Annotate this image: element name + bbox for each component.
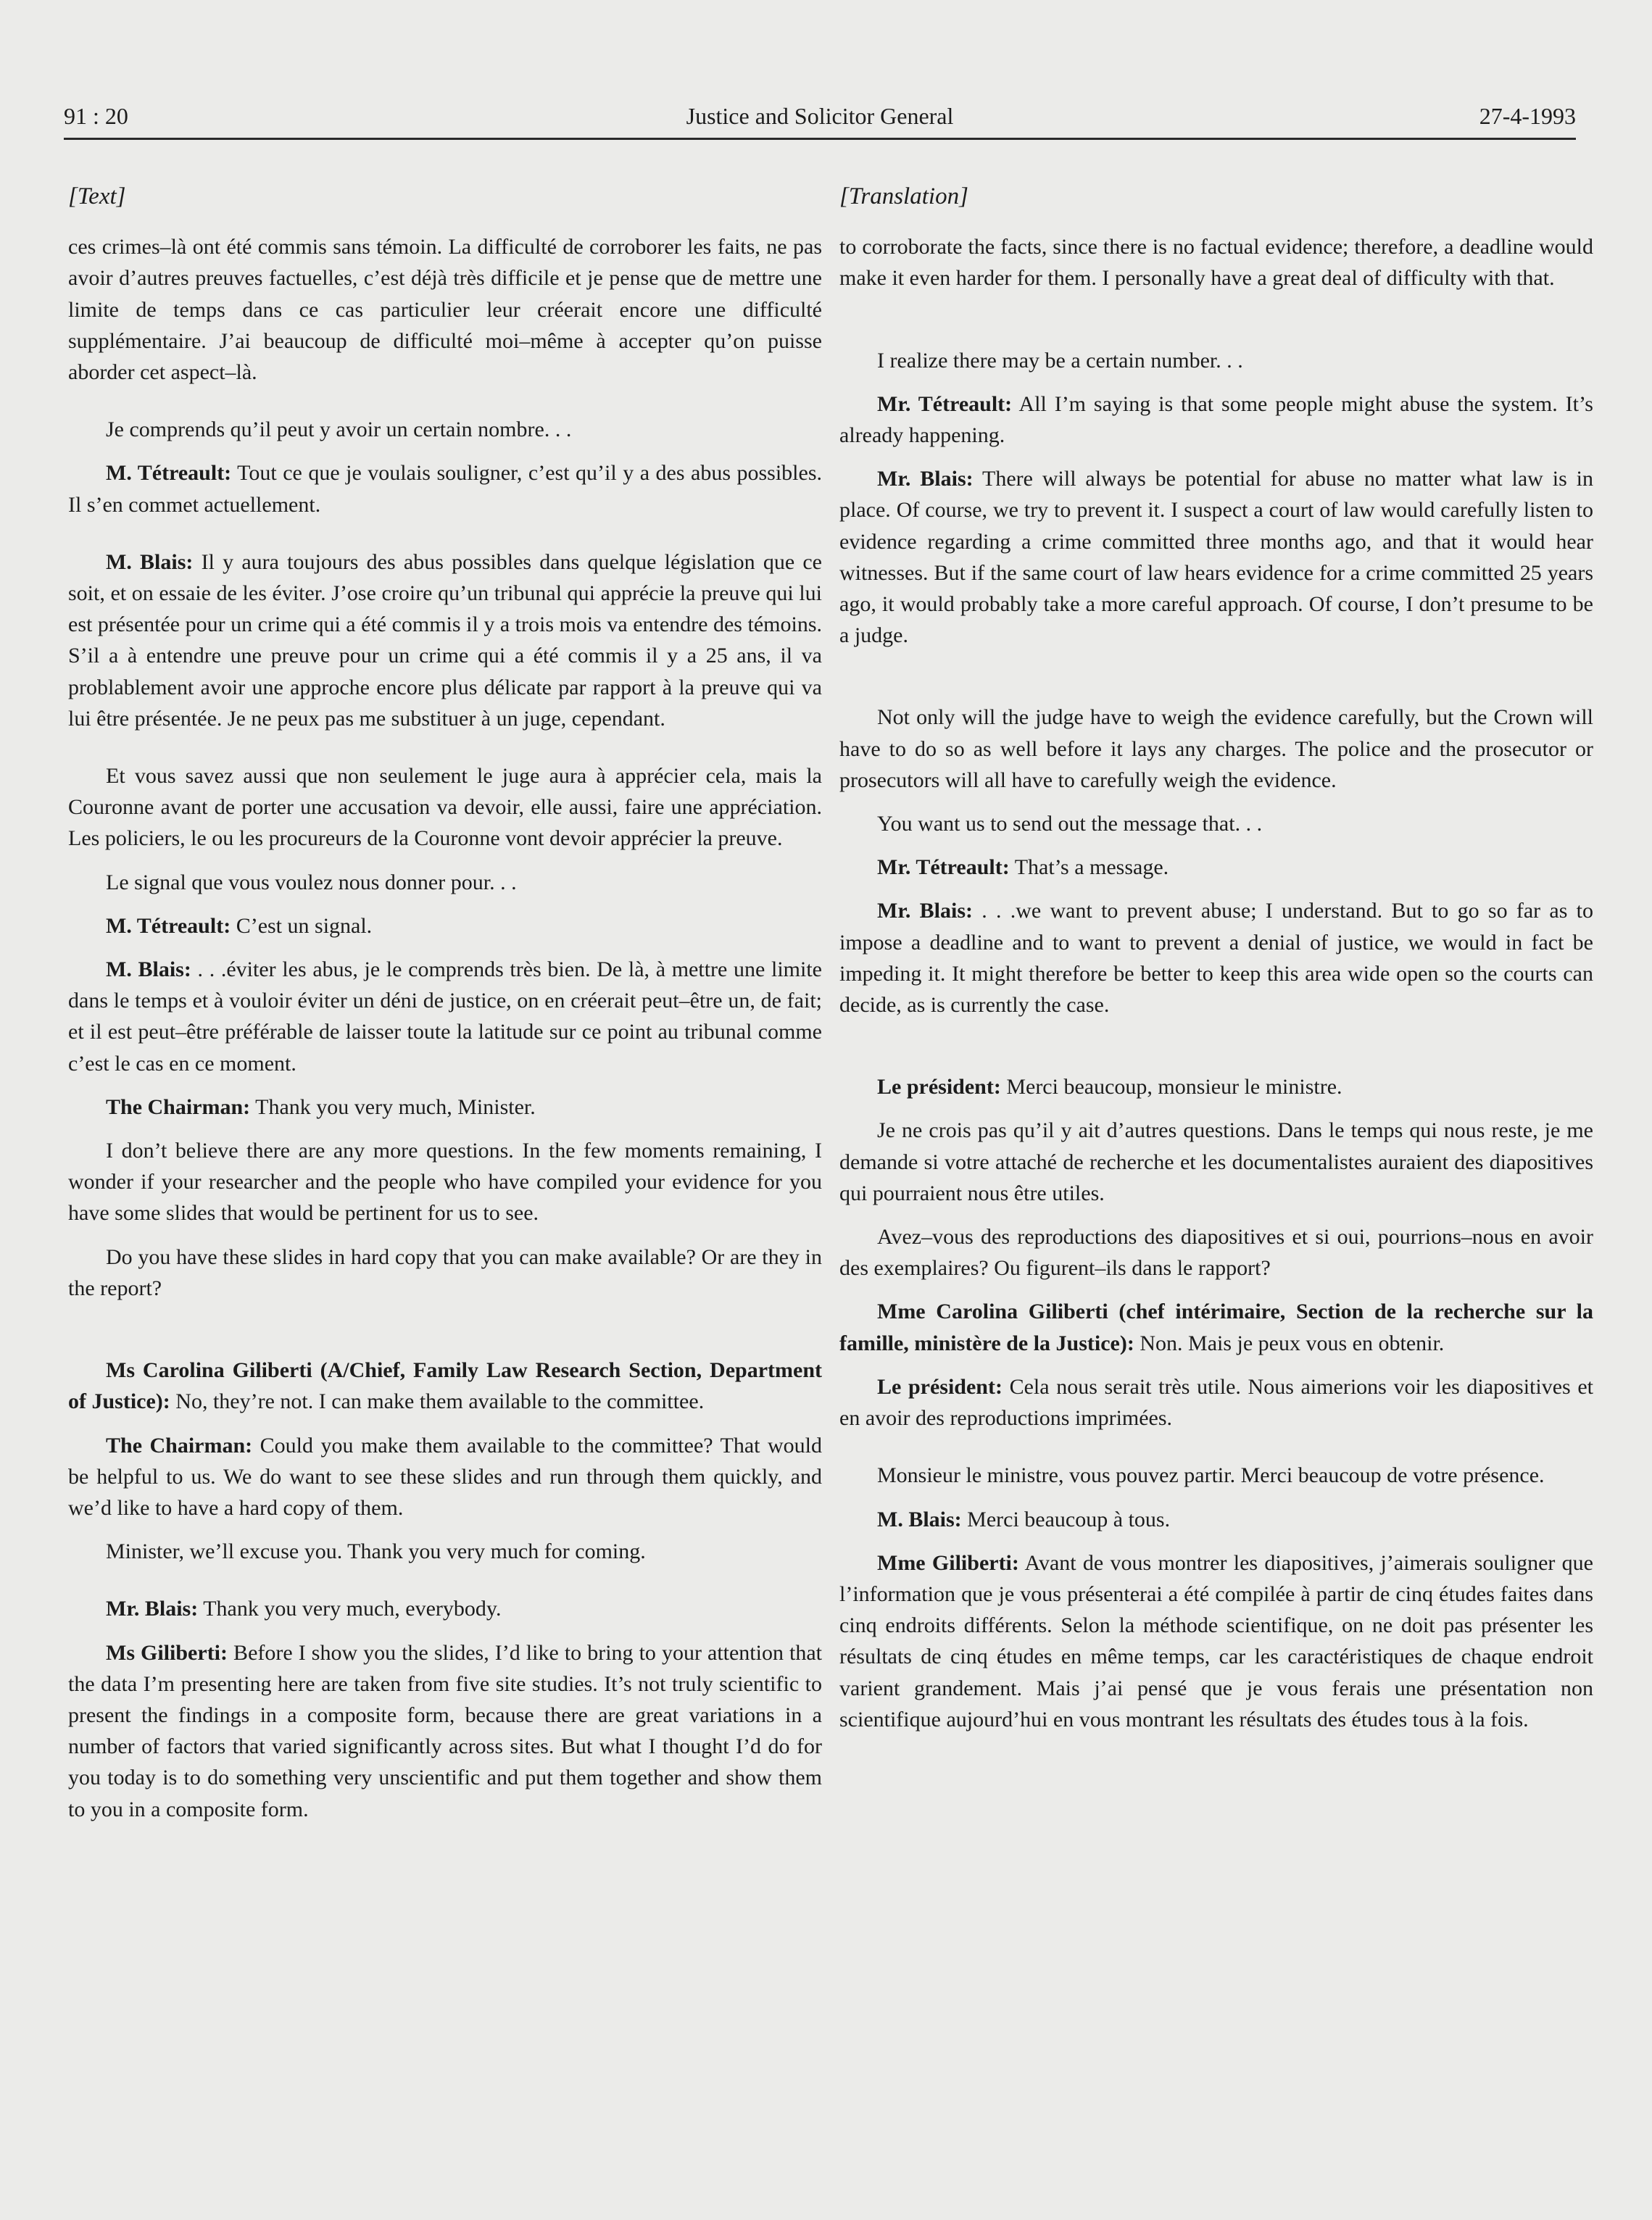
- paragraph: Je comprends qu’il peut y avoir un certain nombre. . .: [106, 417, 572, 442]
- page-number: 91 : 20: [64, 103, 128, 129]
- speech: [68, 910, 822, 941]
- speech: [839, 852, 1593, 883]
- speech: [839, 463, 1593, 651]
- paragraph: ces crimes–là ont été commis sans témoin. La difficulté de corroborer les faits, ne pas avoir d’autres preuves factuelles, c’est déjà très difficile et je pense que de mettre une limite de temps dans ce cas particulier leur créerait encore une difficulté supplémentaire. J’ai beaucoup de difficulté moi–même à accepter qu’on puisse aborder cet aspect–là.: [68, 235, 822, 385]
- speech-text: There will always be potential for abuse no matter what law is in place. Of course, we try to prevent it. I suspect a court of law would carefully listen to evidence regarding a crime committed three months ago, and that it would hear witnesses. But if the same court of law hears evidence for a crime committed 25 years ago, it would probably take a more careful approach. Of course, I don’t presume to be a judge.: [839, 467, 1593, 648]
- speaker-name: Ms Carolina Giliberti (A/Chief, Family Law Research Section, Department of Justice):: [68, 1358, 822, 1414]
- speech-text: Cela nous serait très utile. Nous aimerions voir les diapositives et en avoir des reproductions imprimées.: [839, 1374, 1594, 1431]
- speaker-name: M. Blais:: [877, 1507, 962, 1531]
- page-header: [64, 96, 1576, 140]
- speaker-name: Le président:: [877, 1075, 1001, 1099]
- paragraph: Le signal que vous voulez nous donner pour. . .: [106, 870, 517, 894]
- speech: [68, 1430, 822, 1524]
- page-date: 27-4-1993: [1479, 103, 1576, 129]
- speaker-name: Mr. Blais:: [106, 1597, 199, 1621]
- speaker-name: Le président:: [877, 1374, 1003, 1399]
- speech: [68, 1092, 822, 1123]
- speech: [839, 1371, 1593, 1434]
- speech-text: Non. Mais je peux vous en obtenir.: [1134, 1331, 1445, 1355]
- speech-text: Tout ce que je voulais souligner, c’est qu’il y a des abus possibles. Il s’en commet actuellement.: [68, 461, 822, 517]
- speech-text: C’est un signal.: [231, 913, 373, 938]
- speech: [68, 546, 822, 734]
- speech: [68, 1637, 822, 1825]
- speaker-name: M. Tétreault:: [106, 461, 232, 486]
- speaker-name: Ms Giliberti:: [106, 1640, 228, 1665]
- paragraph: Monsieur le ministre, vous pouvez partir. Merci beaucoup de votre présence.: [877, 1463, 1545, 1488]
- speech-text: . . .we want to prevent abuse; I understand. But to go so far as to impose a deadline and to want to prevent a denial of justice, we would in fact be impeding it. It might therefore be better to keep this area wide open so the courts can decide, as is currently the case.: [839, 899, 1593, 1018]
- speech-text: Il y aura toujours des abus possibles dans quelque législation que ce soit, et on essaie de les éviter. J’ose croire qu’un tribunal qui apprécie la preuve qui lui est présentée pour un crime qui a été commis il y a trois mois va entendre des témoins. S’il a à entendre une preuve pour un crime qui a été commis il y a 25 ans, il va problablement avoir une approche encore plus délicate par rapport à la preuve qui va lui être présentée. Je ne peux pas me substituer à un juge, cependant.: [68, 549, 822, 731]
- speech: [68, 457, 822, 520]
- paragraph: Et vous savez aussi que non seulement le juge aura à apprécier cela, mais la Couronne avant de porter une accusation va devoir, elle aussi, faire une appréciation. Les policiers, le ou les procureurs de la Couronne vont devoir apprécier la preuve.: [68, 764, 822, 851]
- paragraph: Je ne crois pas qu’il y ait d’autres questions. Dans le temps qui nous reste, je me demande si votre attaché de recherche et les documentalistes auraient des diapositives qui pourraient nous être utiles.: [839, 1118, 1593, 1205]
- speaker-name: Mme Giliberti:: [877, 1550, 1019, 1575]
- speech-text: No, they’re not. I can make them available to the committee.: [170, 1389, 705, 1414]
- english-column: [68, 181, 822, 1837]
- speaker-name: M. Blais:: [106, 549, 194, 574]
- speaker-name: Mr. Blais:: [877, 467, 974, 491]
- speech-text: Merci beaucoup, monsieur le ministre.: [1000, 1075, 1342, 1099]
- speech-text: Merci beaucoup à tous.: [961, 1507, 1171, 1531]
- speech-text: . . .éviter les abus, je le comprends très bien. De là, à mettre une limite dans le temps et à vouloir éviter un déni de justice, on en créerait peut–être un, de fait; et il est peut–être préférable de laisser toute la latitude sur ce point au tribunal comme c’est le cas en ce moment.: [68, 957, 822, 1076]
- speech: [839, 1071, 1593, 1102]
- paragraph: You want us to send out the message that. . .: [877, 812, 1263, 836]
- speaker-name: M. Tétreault:: [106, 913, 231, 938]
- speech: [68, 1355, 822, 1417]
- paragraph: I don’t believe there are any more questions. In the few moments remaining, I wonder if your researcher and the people who have compiled your evidence for you have some slides that would be pertinent for us to see.: [68, 1139, 822, 1226]
- french-column: [839, 181, 1593, 1747]
- speech-text: Thank you very much, Minister.: [250, 1094, 536, 1119]
- speech: [839, 388, 1593, 451]
- speaker-name: Mr. Blais:: [877, 899, 973, 923]
- speech: [68, 1593, 822, 1624]
- speech-text: Before I show you the slides, I’d like to bring to your attention that the data I’m presenting here are taken from five site studies. It’s not truly scientific to present the findings in a composite form, because there are great variations in a number of factors that varied significantly across sites. But what I thought I’d do for you today is to do something very unscientific and put them together and show them to you in a composite form.: [68, 1640, 823, 1821]
- speaker-name: Mr. Tétreault:: [877, 391, 1013, 416]
- speech-text: That’s a message.: [1009, 855, 1169, 880]
- speaker-name: M. Blais:: [106, 957, 191, 982]
- speech: [839, 1296, 1593, 1358]
- paragraph: Not only will the judge have to weigh the evidence carefully, but the Crown will have to do so as well before it lays any charges. The police and the prosecutor or prosecutors will all have to carefully weigh the evidence.: [839, 705, 1593, 792]
- column-heading: [Translation]: [839, 183, 968, 209]
- speech-text: Thank you very much, everybody.: [198, 1597, 502, 1621]
- speaker-name: The Chairman:: [106, 1094, 251, 1119]
- speech: [839, 1547, 1593, 1735]
- paragraph: I realize there may be a certain number. . .: [877, 348, 1243, 373]
- speech-text: Could you make them available to the committee? That would be helpful to us. We do want to see these slides and run through them quickly, and we’d like to have a hard copy of them.: [68, 1433, 822, 1520]
- speaker-name: Mr. Tétreault:: [877, 855, 1010, 880]
- speech: [839, 1504, 1593, 1535]
- speech: [839, 895, 1593, 1020]
- running-title: Justice and Solicitor General: [686, 103, 954, 129]
- column-heading: [Text]: [68, 183, 126, 209]
- paragraph: Do you have these slides in hard copy that you can make available? Or are they in the report?: [68, 1244, 822, 1300]
- speech-text: All I’m saying is that some people might abuse the system. It’s already happening.: [839, 391, 1593, 448]
- speaker-name: The Chairman:: [106, 1433, 253, 1458]
- paragraph: to corroborate the facts, since there is no factual evidence; therefore, a deadline would make it even harder for them. I personally have a great deal of difficulty with that.: [839, 235, 1593, 291]
- speech-text: Avant de vous montrer les diapositives, j’aimerais souligner que l’information que je vous présenterai a été compilée à partir de cinq études faites dans cinq endroits différents. Selon la méthode scientifique, on ne doit pas présenter les résultats de cinq études en même temps, car les caractéristiques de chaque endroit varient grandement. Mais j’ai pensé que je vous ferais une présentation non scientifique aujourd’hui en vous montrant les résultats des études tous à la fois.: [839, 1550, 1593, 1731]
- paragraph: Minister, we’ll excuse you. Thank you very much for coming.: [106, 1539, 646, 1564]
- speech: [68, 954, 822, 1079]
- speaker-name: Mme Carolina Giliberti (chef intérimaire, Section de la recherche sur la famille, ministère de la Justice):: [839, 1300, 1593, 1355]
- paragraph: Avez–vous des reproductions des diapositives et si oui, pourrions–nous en avoir des exemplaires? Ou figurent–ils dans le rapport?: [839, 1225, 1593, 1281]
